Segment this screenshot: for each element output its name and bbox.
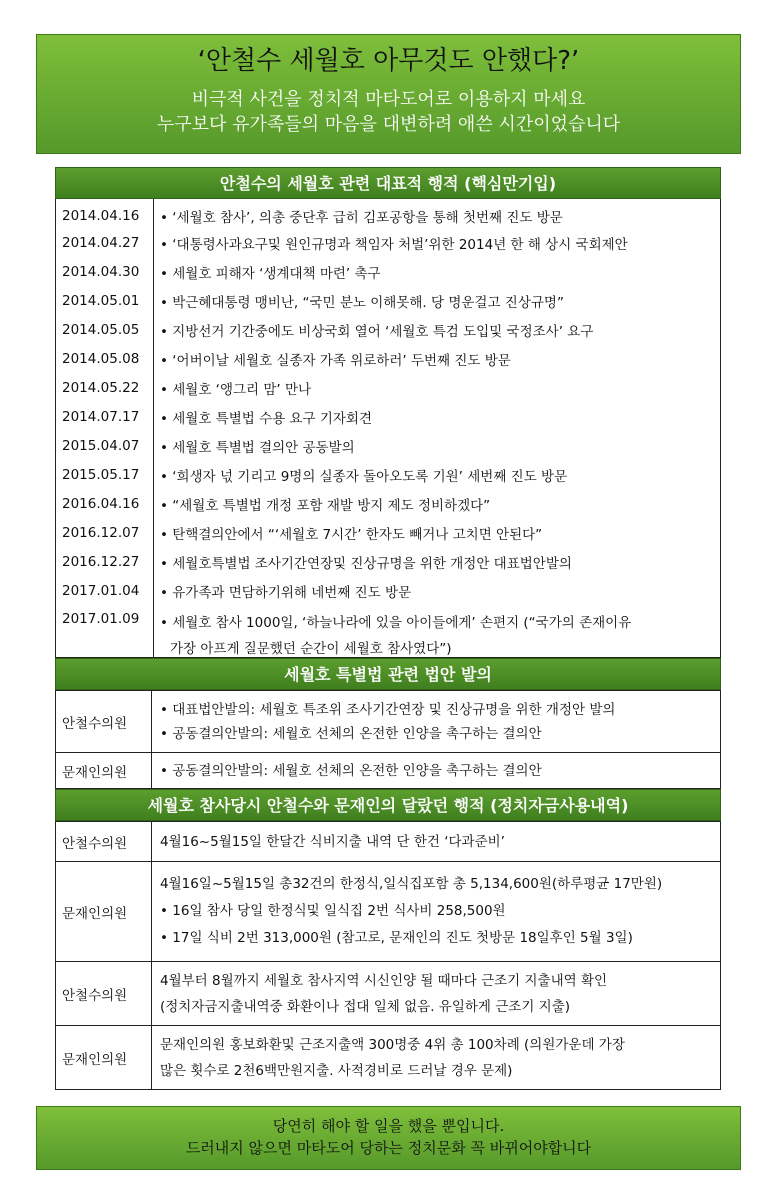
list-item: • 공동결의안발의: 세월호 선체의 온전한 인양을 촉구하는 결의안 <box>160 722 712 746</box>
timeline-row <box>56 257 721 286</box>
timeline-event <box>154 576 721 605</box>
timeline-row <box>56 286 721 315</box>
footer-line-2: 드러내지 않으면 마타도어 당하는 정치문화 꼭 바뀌어야합니다 <box>185 1139 592 1157</box>
timeline-row <box>56 344 721 373</box>
row-label: 문재인의원 <box>56 862 152 962</box>
timeline-row <box>56 199 721 228</box>
timeline-date: 2015.05.17 <box>56 460 154 489</box>
timeline-event <box>154 286 721 315</box>
timeline-event <box>154 547 721 576</box>
event-text: • 세월호 특별법 결의안 공동발의 <box>160 436 714 456</box>
timeline-row <box>56 518 721 547</box>
list-item: • 공동결의안발의: 세월호 선체의 온전한 인양을 촉구하는 결의안 <box>160 758 712 784</box>
timeline-date: 2014.04.27 <box>56 228 154 257</box>
event-text: • 세월호 피해자 ‘생계대책 마련’ 촉구 <box>160 262 714 282</box>
row-text <box>152 1026 721 1090</box>
timeline-event <box>154 460 721 489</box>
timeline-row <box>56 315 721 344</box>
row-label: 문재인의원 <box>56 1026 152 1090</box>
timeline-date: 2017.01.04 <box>56 576 154 605</box>
event-text-continued: 가장 아프게 질문했던 순간이 세월호 참사였다”) <box>170 641 452 657</box>
timeline-date: 2014.05.01 <box>56 286 154 315</box>
timeline-event <box>154 257 721 286</box>
spending-heading: 세월호 참사당시 안철수와 문재인의 달랐던 행적 (정치자금사용내역) <box>55 789 721 821</box>
text-line: (정치자금지출내역중 화환이나 접대 일체 없음. 유일하게 근조기 지출) <box>160 998 571 1015</box>
timeline-table <box>55 199 721 658</box>
row-label: 안철수의원 <box>56 962 152 1026</box>
timeline-date: 2014.05.22 <box>56 373 154 402</box>
bills-table <box>55 690 721 789</box>
timeline-heading: 안철수의 세월호 관련 대표적 행적 (핵심만기입) <box>55 167 721 199</box>
timeline-row <box>56 605 721 658</box>
ahn-bill-items <box>152 691 721 753</box>
table-row <box>56 862 721 962</box>
timeline-row <box>56 547 721 576</box>
event-text: • 세월호 ‘앵그리 맘’ 만나 <box>160 378 714 398</box>
footer-banner <box>36 1106 741 1170</box>
timeline-row <box>56 402 721 431</box>
timeline-row <box>56 576 721 605</box>
timeline-row <box>56 228 721 257</box>
timeline-date: 2017.01.09 <box>56 605 154 658</box>
timeline-event <box>154 228 721 257</box>
row-label: 문재인의원 <box>56 753 152 789</box>
timeline-event <box>154 344 721 373</box>
event-text: • 세월호특별법 조사기간연장및 진상규명을 위한 개정안 대표법안발의 <box>160 552 714 572</box>
event-text: • ‘대통령사과요구및 원인규명과 책임자 처벌’위한 2014년 한 해 상시 국회제안 <box>160 233 714 253</box>
list-item: • 16일 참사 당일 한정식및 일식집 2번 식사비 258,500원 <box>160 898 712 925</box>
event-text: • 세월호 참사 1000일, ‘하늘나라에 있을 아이들에게’ 손편지 (“국가의 존재이유 <box>160 611 714 631</box>
moon-bill-items <box>152 753 721 789</box>
timeline-date: 2014.04.16 <box>56 199 154 228</box>
timeline-event <box>154 431 721 460</box>
subtitle-line-2: 누구보다 유가족들의 마음을 대변하려 애쓴 시간이었습니다 <box>156 114 621 135</box>
main-content <box>55 167 721 1090</box>
footer-line-1: 당연히 해야 할 일을 했을 뿐입니다. <box>272 1117 505 1135</box>
event-text: • 박근혜대통령 맹비난, “국민 분노 이해못해. 당 명운걸고 진상규명” <box>160 291 714 311</box>
timeline-date: 2014.05.08 <box>56 344 154 373</box>
timeline-date: 2015.04.07 <box>56 431 154 460</box>
table-row <box>56 1026 721 1090</box>
event-text: • 세월호 특별법 수용 요구 기자회견 <box>160 407 714 427</box>
table-row <box>56 822 721 862</box>
page-title: ‘안철수 세월호 아무것도 안했다?’ <box>197 46 580 76</box>
row-text <box>152 962 721 1026</box>
event-text: • 탄핵결의안에서 “‘세월호 7시간’ 한자도 빼거나 고치면 안된다” <box>160 523 714 543</box>
event-text: • 유가족과 면담하기위해 네번째 진도 방문 <box>160 581 714 601</box>
event-text: • ‘희생자 넋 기리고 9명의 실종자 돌아오도록 기원’ 세번째 진도 방문 <box>160 465 714 485</box>
subtitle-line-1: 비극적 사건을 정치적 마타도어로 이용하지 마세요 <box>191 89 586 110</box>
event-text: • ‘세월호 참사’, 의총 중단후 급히 김포공항을 통해 첫번째 진도 방문 <box>160 206 714 226</box>
table-row <box>56 691 721 753</box>
text-line: 많은 횟수로 2천6백만원지출. 사적경비로 드러날 경우 문제) <box>160 1062 513 1079</box>
timeline-event <box>154 199 721 228</box>
timeline-event <box>154 605 721 658</box>
event-text: • 지방선거 기간중에도 비상국회 열어 ‘세월호 특검 도입및 국정조사’ 요구 <box>160 320 714 340</box>
table-row <box>56 753 721 789</box>
timeline-date: 2014.07.17 <box>56 402 154 431</box>
timeline-date: 2016.04.16 <box>56 489 154 518</box>
timeline-row <box>56 373 721 402</box>
event-text: • “세월호 특별법 개정 포함 재발 방지 제도 정비하겠다” <box>160 494 714 514</box>
timeline-date: 2016.12.27 <box>56 547 154 576</box>
list-item: • 대표법안발의: 세월호 특조위 조사기간연장 및 진상규명을 위한 개정안 발의 <box>160 698 712 722</box>
timeline-event <box>154 315 721 344</box>
timeline-event <box>154 518 721 547</box>
list-item: • 17일 식비 2번 313,000원 (참고로, 문재인의 진도 첫방문 18일후인 5월 3일) <box>160 925 712 952</box>
timeline-row <box>56 431 721 460</box>
header-banner <box>36 34 741 154</box>
row-text <box>152 862 721 962</box>
timeline-event <box>154 402 721 431</box>
timeline-date: 2014.04.30 <box>56 257 154 286</box>
bills-heading: 세월호 특별법 관련 법안 발의 <box>55 658 721 690</box>
spending-table <box>55 821 721 1090</box>
text-line: 4월16일~5월15일 총32건의 한정식,일식집포함 총 5,134,600원(하루평균 17만원) <box>160 876 663 892</box>
timeline-row <box>56 460 721 489</box>
timeline-date: 2014.05.05 <box>56 315 154 344</box>
table-row <box>56 962 721 1026</box>
timeline-date: 2016.12.07 <box>56 518 154 547</box>
timeline-event <box>154 373 721 402</box>
row-text: 4월16~5월15일 한달간 식비지출 내역 단 한건 ‘다과준비’ <box>152 822 721 862</box>
row-label: 안철수의원 <box>56 691 152 753</box>
row-label: 안철수의원 <box>56 822 152 862</box>
text-line: 문재인의원 홍보화환및 근조지출액 300명중 4위 총 100차례 (의원가운데 가장 <box>160 1036 625 1053</box>
timeline-row <box>56 489 721 518</box>
text-line: 4월부터 8월까지 세월호 참사지역 시신인양 될 때마다 근조기 지출내역 확인 <box>160 972 608 989</box>
timeline-event <box>154 489 721 518</box>
event-text: • ‘어버이날 세월호 실종자 가족 위로하러’ 두번째 진도 방문 <box>160 349 714 369</box>
